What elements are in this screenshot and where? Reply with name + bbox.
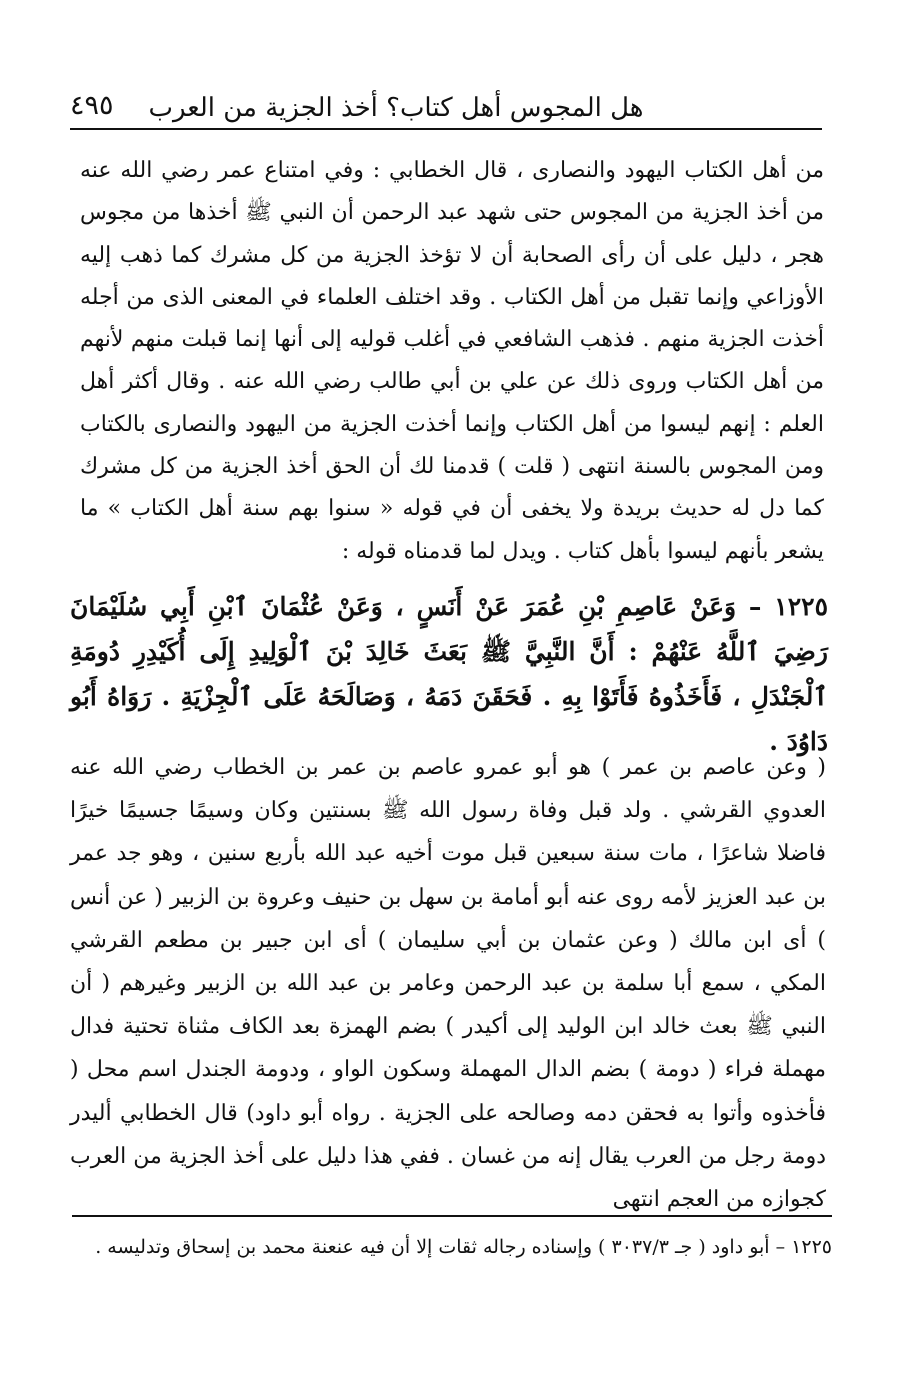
page-header bbox=[70, 88, 822, 128]
page-number: ٤٩٥ bbox=[70, 90, 114, 121]
commentary-paragraph-2: ( وعن عاصم بن عمر ) هو أبو عمرو عاصم بن عمر بن الخطاب رضي الله عنه العدوي القرشي . ولد قبل وفاة رسول الله ﷺ بسنتين وكان وسيمًا جسيمًا خيرًا فاضلا شاعرًا ، مات سنة سبعين قبل موت أخيه عبد الله بأربع سنين ، وهو جد عمر بن عبد العزيز لأمه روى عنه أبو أمامة بن سهل بن حنيف وعروة بن الزبير ( عن أنس ) أى ابن مالك ( وعن عثمان بن أبي سليمان ) أى ابن جبير بن مطعم القرشي المكي ، سمع أبا سلمة بن عبد الرحمن وعامر بن عبد الله بن الزبير وغيرهم ( أن النبي ﷺ بعث خالد ابن الوليد إلى أكيدر ) بضم الهمزة بعد الكاف مثناة تحتية فدال مهملة فراء ( دومة ) بضم الدال المهملة وسكون الواو ، ودومة الجندل اسم محل ( فأخذوه وأتوا به فحقن دمه وصالحه على الجزية . رواه أبو داود) قال الخطابي أليدر دومة رجل من العرب يقال إنه من غسان . ففي هذا دليل على أخذ الجزية من العرب كجوازه من العجم انتهى bbox=[69, 755, 826, 1213]
commentary-paragraph-1: من أهل الكتاب اليهود والنصارى ، قال الخطابي : وفي امتناع عمر رضي الله عنه من أخذ الجزية من المجوس حتى شهد عبد الرحمن أن النبي ﷺ أخذها من مجوس هجر ، دليل على أن رأى الصحابة أن لا تؤخذ الجزية من كل مشرك كما ذهب إليه الأوزاعي وإنما تقبل من أهل الكتاب . وقد اختلف العلماء في المعنى الذى من أجله أخذت الجزية منهم . فذهب الشافعي في أغلب قوليه إلى أنها إنما قبلت منهم لأنهم من أهل الكتاب وروى ذلك عن علي بن أبي طالب رضي الله عنه . وقال أكثر أهل العلم : إنهم ليسوا من أهل الكتاب وإنما أخذت الجزية من اليهود والنصارى بالكتاب ومن المجوس بالسنة انتهى ( قلت ) قدمنا لك أن الحق أخذ الجزية من كل مشرك كما دل له حديث بريدة ولا يخفى أن في قوله « سنوا بهم سنة أهل الكتاب » ما يشعر بأنهم ليسوا بأهل كتاب . ويدل لما قدمناه قوله : bbox=[80, 158, 825, 564]
header-rule bbox=[70, 128, 822, 130]
hadith-text: ١٢٢٥ – وَعَنْ عَاصِمِ بْنِ عُمَرَ عَنْ أَنَسٍ ، وَعَنْ عُثْمَانَ ٱبْنِ أَبِي سُلَيْمَانَ رَضِيَ ٱللَّهُ عَنْهُمْ : أَنَّ النَّبِيَّ ﷺ بَعَثَ خَالِدَ بْنَ ٱلْوَلِيدِ إِلَى أُكَيْدِرِ دُومَةِ ٱلْجَنْدَلِ ، فَأَخَذُوهُ فَأَتَوْا بِهِ . فَحَقَنَ دَمَهُ ، وَصَالَحَهُ عَلَى ٱلْجِزْيَةِ . رَوَاهُ أَبُو دَاوُدَ . bbox=[70, 592, 828, 756]
footnote-rule bbox=[72, 1215, 832, 1217]
footnote: ١٢٢٥ – أبو داود ( جـ ٣٠٣٧/٣ ) وإسناده رجاله ثقات إلا أن فيه عنعنة محمد بن إسحاق وتدليسه . bbox=[95, 1236, 832, 1258]
running-title: هل المجوس أهل كتاب؟ أخذ الجزية من العرب bbox=[148, 93, 644, 123]
